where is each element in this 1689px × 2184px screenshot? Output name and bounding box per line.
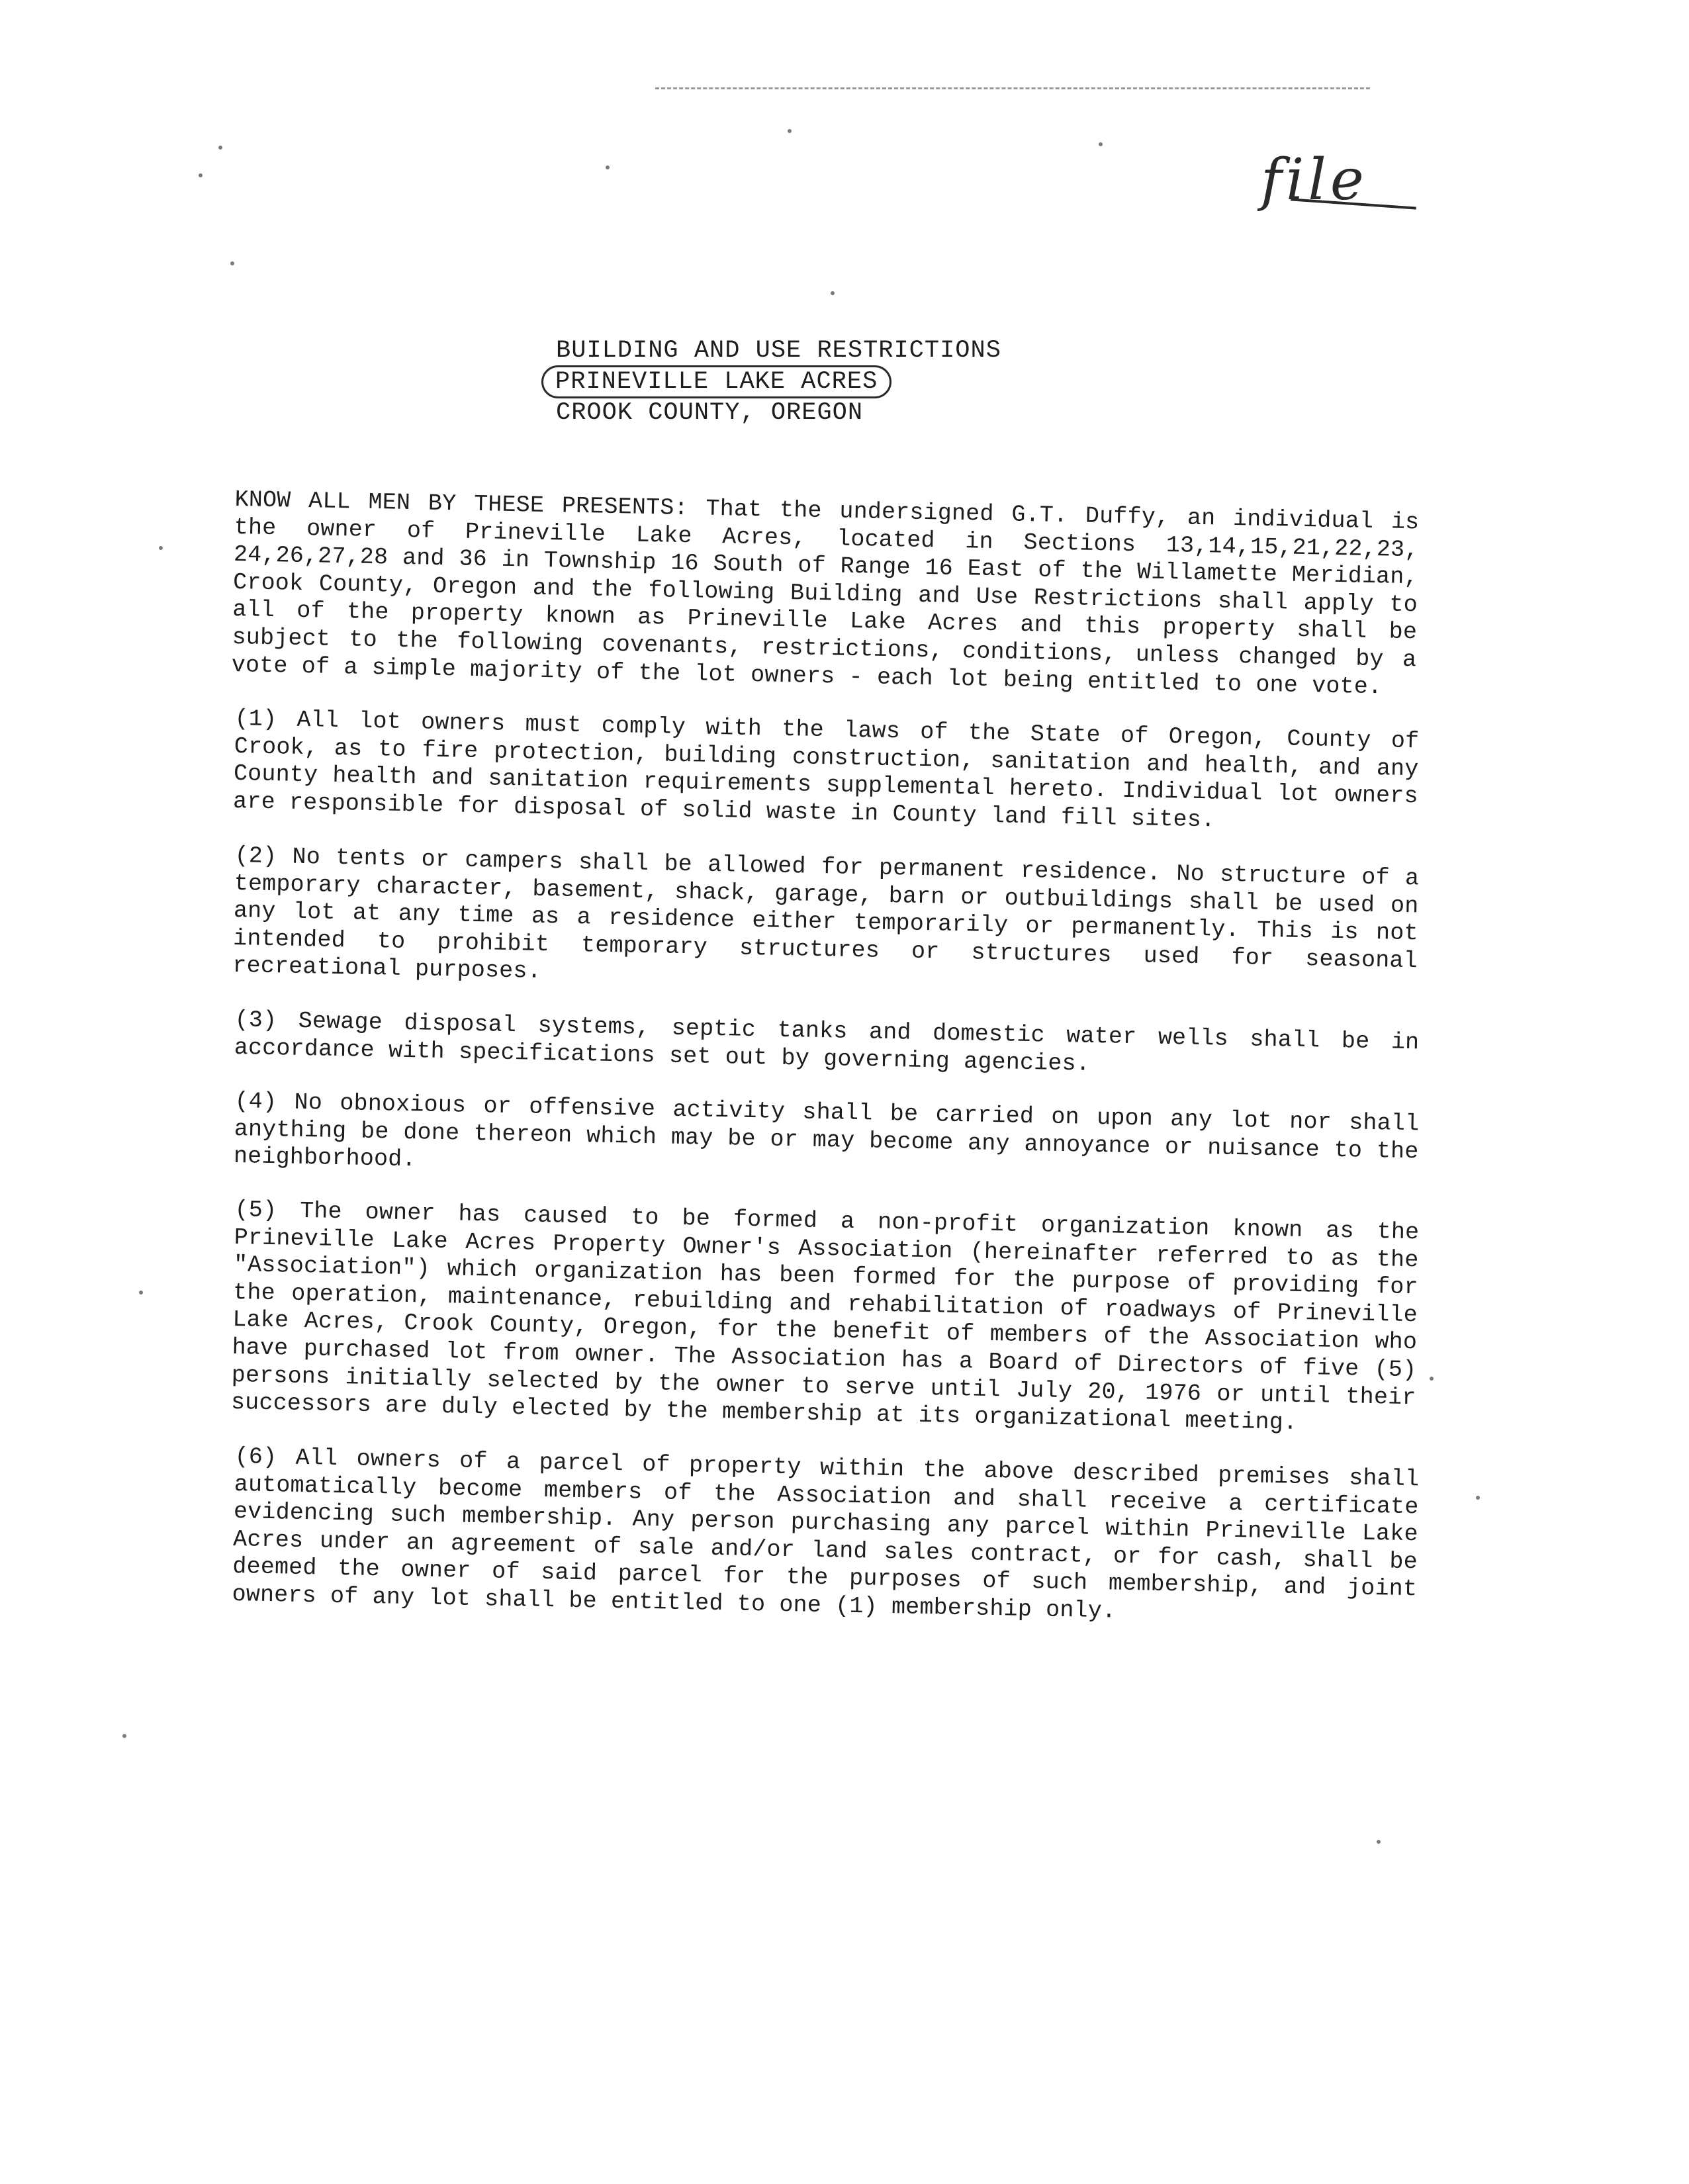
scan-speck [1377, 1840, 1381, 1844]
top-dashed-rule [655, 87, 1370, 89]
clause-2-paragraph: (2) No tents or campers shall be allowed for permanent residence. No structure of a temporary character, basement, shack, garage, barn or outbuildings shall be used on any lot at any time as a residence either temporarily or permanently. This is not intended to prohibit temporary structures or structures used for seasonal recreational purposes. [232, 842, 1420, 985]
clause-6-paragraph: (6) All owners of a parcel of property within the above described premises shall automatically become members of the Association and shall receive a certificate evidencing such membership. Any person purchasing any parcel within Prineville Lake Acres under an agreement of sale and/or land sales contract, or for cash, shall be deemed the owner of said parcel for the purposes of such membership, and joint owners of any lot shall be entitled to one (1) membership only. [232, 1443, 1420, 1625]
title-line-county: CROOK COUNTY, OREGON [556, 399, 864, 427]
scan-speck [606, 165, 610, 169]
scan-speck [159, 546, 163, 550]
document-body [230, 486, 1420, 1635]
clause-5-paragraph: (5) The owner has caused to be formed a non-profit organization known as the Prineville Lake Acres Property Owner's Association (hereinafter referred to as the "Association") which organization has been formed for the purpose of providing for the operation, maintenance, rebuilding and rehabilitation of roadways of Prineville Lake Acres, Crook County, Oregon, for the benefit of members of the Association who have purchased lot from owner. The Association has a Board of Directors of five (5) persons initially selected by the owner to serve until July 20, 1976 or until their successors are duly elected by the membership at its organizational meeting. [230, 1197, 1420, 1437]
clause-1-paragraph: (1) All lot owners must comply with the laws of the State of Oregon, County of Crook, as to fire protection, building construction, sanitation and health, and any County health and sanitation requirements supplemental hereto. Individual lot owners are responsible for disposal of solid waste in County land fill sites. [232, 705, 1420, 834]
scan-speck [1099, 142, 1103, 146]
scan-speck [788, 129, 792, 133]
scan-speck [1430, 1377, 1434, 1381]
scan-speck [1476, 1496, 1480, 1500]
document-title [556, 336, 1001, 428]
scan-speck [199, 173, 203, 177]
scan-speck [218, 146, 222, 150]
scan-speck [831, 291, 835, 295]
handwritten-margin-note: file [1261, 147, 1368, 213]
scan-speck [122, 1734, 126, 1738]
title-line-subdivision: PRINEVILLE LAKE ACRES [541, 365, 891, 398]
title-line-restrictions: BUILDING AND USE RESTRICTIONS [556, 337, 1001, 365]
preamble-paragraph: KNOW ALL MEN BY THESE PRESENTS: That the undersigned G.T. Duffy, an individual is the owner of Prineville Lake Acres, located in Sections 13,14,15,21,22,23, 24,26,27,28 and 36 in Township 16 South of Range 16 East of the Willamette Meridian, Crook County, Oregon and the following Building and Use Restrictions shall apply to all of the property known as Prineville Lake Acres and this property shall be subject to the following covenants, restrictions, conditions, unless changed by a vote of a simple majority of the lot owners - each lot being entitled to one vote. [231, 486, 1420, 700]
clause-3-paragraph: (3) Sewage disposal systems, septic tanks and domestic water wells shall be in accordance with specifications set out by governing agencies. [234, 1006, 1420, 1077]
scan-speck [230, 261, 234, 265]
scan-speck [139, 1291, 143, 1295]
clause-4-paragraph: (4) No obnoxious or offensive activity shall be carried on upon any lot nor shall anything be done thereon which may be or may become any annoyance or nuisance to the neighborhood. [233, 1087, 1420, 1173]
